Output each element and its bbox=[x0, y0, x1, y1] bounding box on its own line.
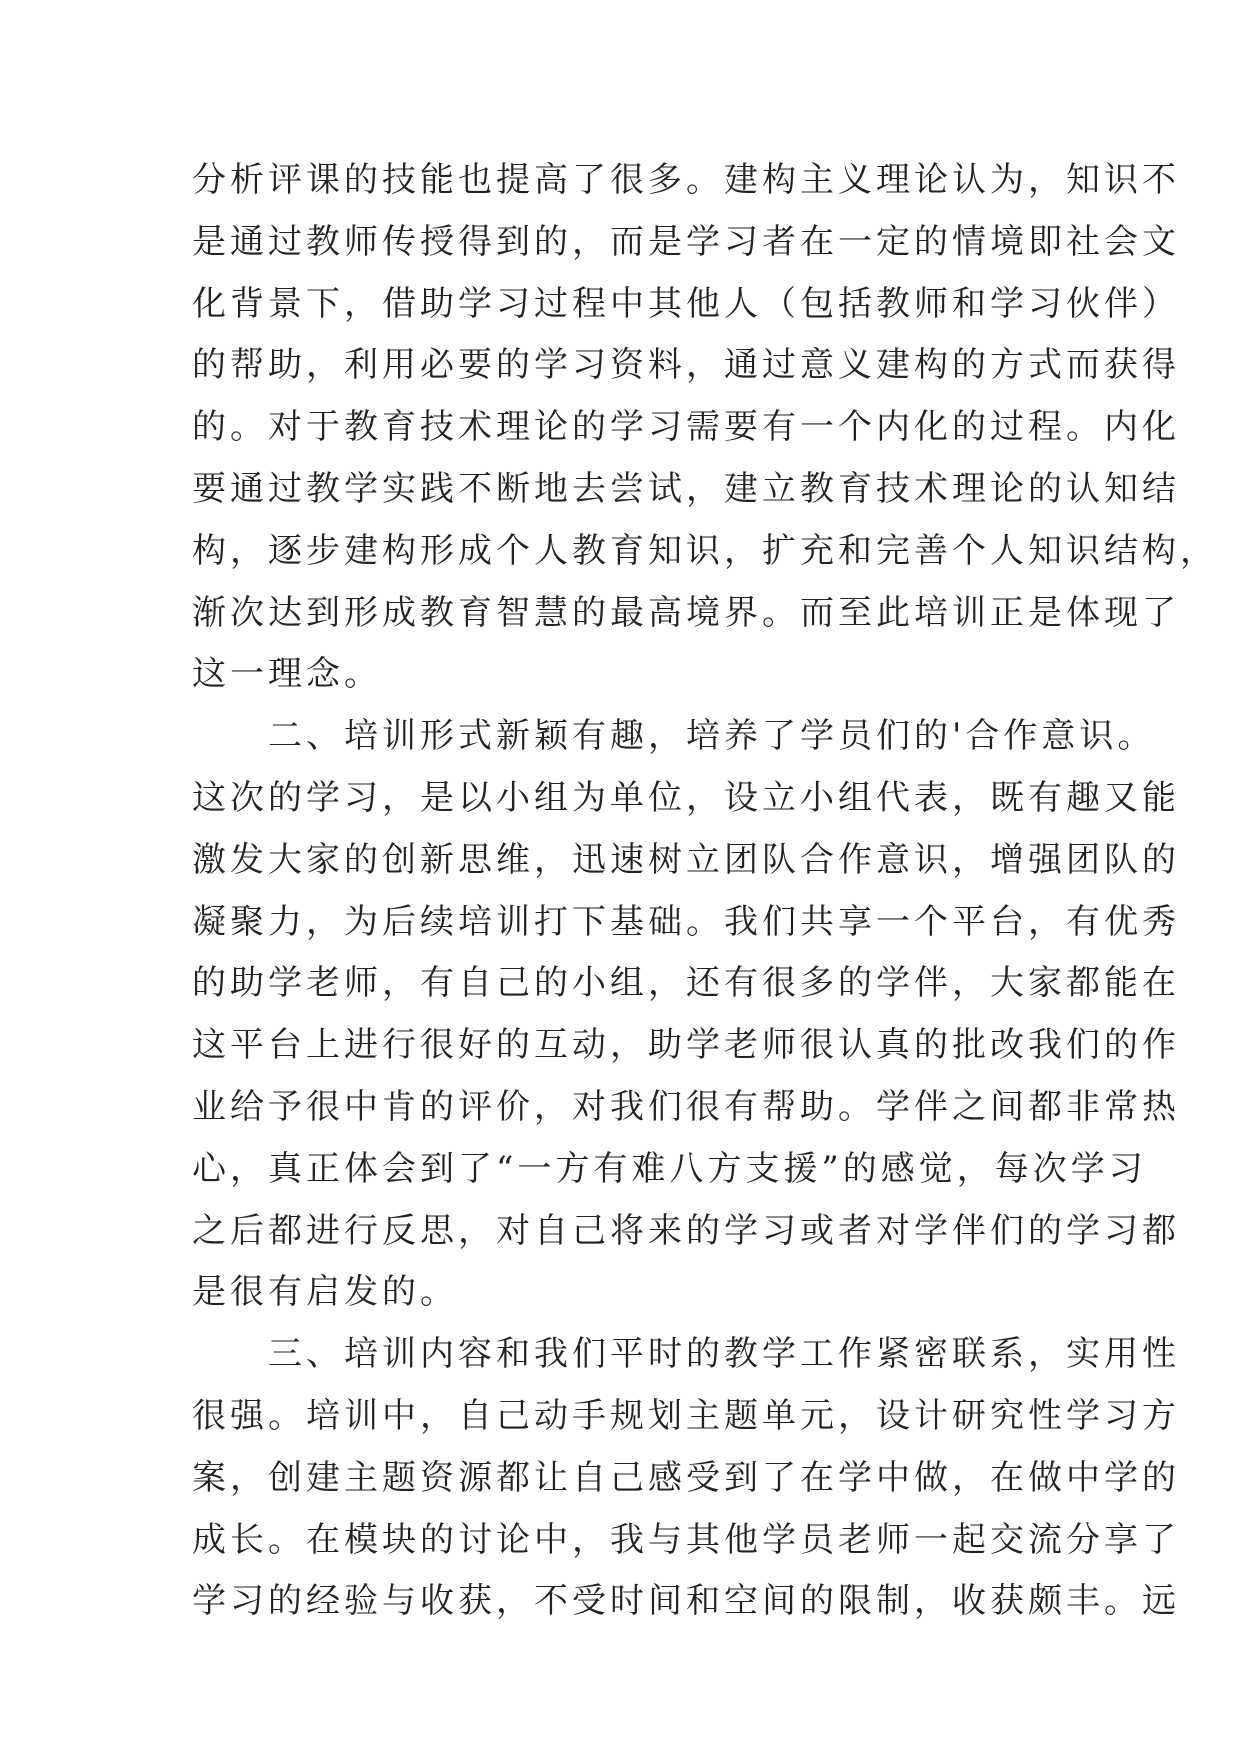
text-line: 成长。在模块的讨论中，我与其他学员老师一起交流分享了 bbox=[192, 1519, 1180, 1560]
text-line: 构，逐步建构形成个人教育知识，扩充和完善个人知识结构， bbox=[192, 530, 1218, 571]
text-line: 这次的学习，是以小组为单位，设立小组代表，既有趣又能 bbox=[192, 777, 1180, 818]
text-line: 的助学老师，有自己的小组，还有很多的学伴，大家都能在 bbox=[192, 963, 1180, 1004]
body-text bbox=[192, 150, 1218, 1633]
text-line: 是通过教师传授得到的，而是学习者在一定的情境即社会文 bbox=[192, 221, 1180, 262]
text-line: 的。对于教育技术理论的学习需要有一个内化的过程。内化 bbox=[192, 407, 1180, 448]
text-line: 激发大家的创新思维，迅速树立团队合作意识，增强团队的 bbox=[192, 839, 1180, 880]
text-line: 是很有启发的。 bbox=[192, 1272, 458, 1313]
text-line: 的帮助，利用必要的学习资料，通过意义建构的方式而获得 bbox=[192, 345, 1180, 386]
paragraph-3-start: 三、培训内容和我们平时的教学工作紧密联系，实用性 bbox=[192, 1334, 1180, 1375]
text-line: 分析评课的技能也提高了很多。建构主义理论认为，知识不 bbox=[192, 160, 1180, 200]
text-line: 之后都进行反思，对自己将来的学习或者对学伴们的学习都 bbox=[192, 1210, 1180, 1251]
text-line: 很强。培训中，自己动手规划主题单元，设计研究性学习方 bbox=[192, 1395, 1180, 1436]
text-line: 心，真正体会到了“一方有难八方支援”的感觉，每次学习 bbox=[192, 1148, 1147, 1189]
text-line: 渐次达到形成教育智慧的最高境界。而至此培训正是体现了 bbox=[192, 592, 1180, 633]
text-line: 这平台上进行很好的互动，助学老师很认真的批改我们的作 bbox=[192, 1025, 1180, 1066]
text-line: 化背景下，借助学习过程中其他人（包括教师和学习伙伴） bbox=[192, 283, 1180, 324]
text-line: 学习的经验与收获，不受时间和空间的限制，收获颇丰。远 bbox=[192, 1581, 1180, 1622]
text-line: 凝聚力，为后续培训打下基础。我们共享一个平台，有优秀 bbox=[192, 901, 1180, 942]
text-line: 要通过教学实践不断地去尝试，建立教育技术理论的认知结 bbox=[192, 468, 1180, 509]
paragraph-2-start: 二、培训形式新颖有趣，培养了学员们的'合作意识。 bbox=[192, 716, 1156, 757]
text-line: 业给予很中肯的评价，对我们很有帮助。学伴之间都非常热 bbox=[192, 1086, 1180, 1127]
text-line: 案，创建主题资源都让自己感受到了在学中做，在做中学的 bbox=[192, 1457, 1180, 1498]
text-line: 这一理念。 bbox=[192, 654, 382, 695]
